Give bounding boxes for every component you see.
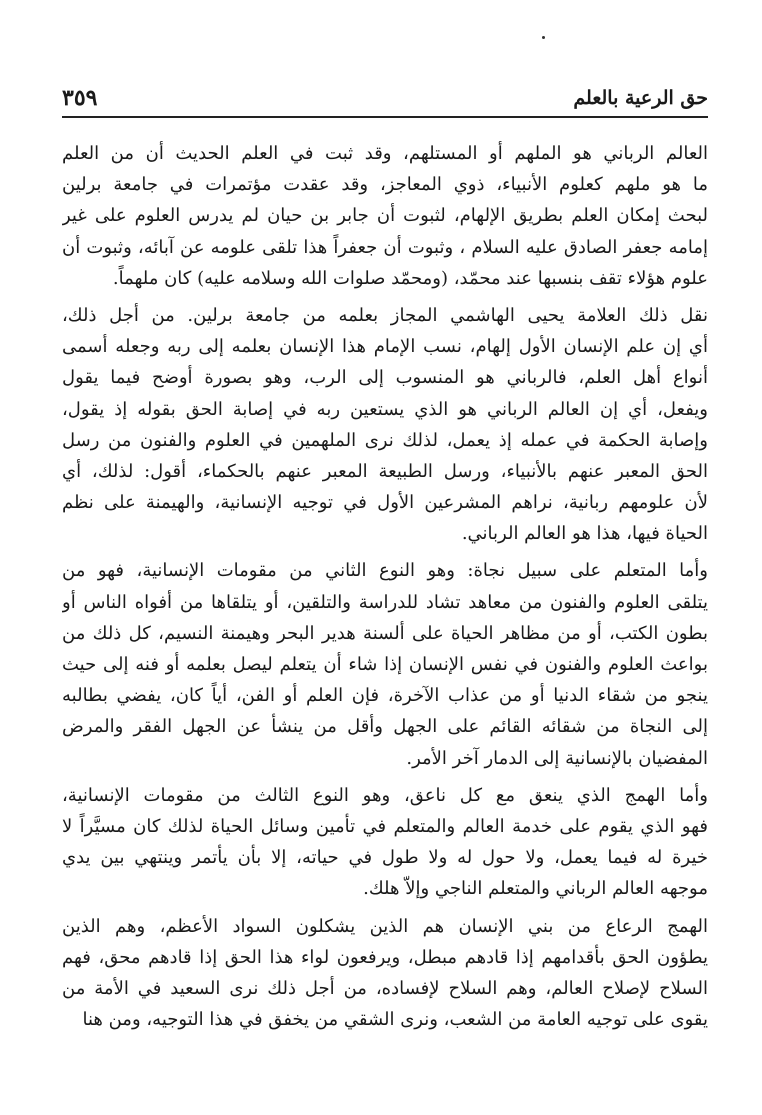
paragraph [62, 911, 708, 1036]
text-line: لبحث إمكان العلم بطريق الإلهام، لثبوت أن جابر بن حيان لم يدرس العلوم على غير [62, 205, 708, 227]
text-line: بطون الكتب، أو من مظاهر الحياة على ألسنة هدير البحر وهيمنة النسيم، كل ذلك من [62, 622, 708, 644]
text-line: فهو الذي يقوم على خدمة العالم والمتعلم في تأمين وسائل الحياة لذلك كان مسيَّراً لا [62, 815, 708, 837]
text-line: إلى النجاة من شقائه القائم على الجهل وأقل من ينشأ عن الجهل الفقر والمرض [62, 716, 708, 738]
text-line: العالم الرباني هو الملهم أو المستلهم، وقد ثبت في العلم الحديث أن من العلم [62, 143, 708, 164]
text-line: يتلقى العلوم والفنون من معاهد تشاد للدراسة والتلقين، أو يتلقاها من أفواه الناس أو [62, 591, 708, 613]
page-number: ٣٥٩ [62, 85, 98, 111]
text-line: الحق المعبر عنهم بالأنبياء، ورسل الطبيعة المعبر عنهم بالحكماء، أقول: لذلك، أي [62, 460, 708, 482]
paragraph [62, 300, 708, 550]
page-body [62, 138, 708, 1035]
text-line: يطؤون الحق بأقدامهم إذا قادهم مبطل، ويرفعون لواء هذا الحق إذا قادهم محق، فهم [62, 946, 708, 968]
text-line: علوم هؤلاء تقف بنسبها عند محمّد، (ومحمّد صلوات الله وسلامه عليه) كان ملهماً. [112, 267, 708, 289]
text-line: موجهه العالم الرباني والمتعلم الناجي وإلاّ هلك. [363, 878, 708, 900]
paragraph [62, 780, 708, 905]
text-line: نقل ذلك العلامة يحيى الهاشمي المجاز بعلمه من جامعة برلين. من أجل ذلك، [62, 304, 708, 326]
text-line: ويفعل، أي إن العالم الرباني هو الذي يستعين ربه في إصابة الحق بقوله إذ يقول، [62, 398, 708, 420]
text-line: لأن علومهم ربانية، نراهم المشرعين الأول في توجيه الإنسانية، والهيمنة على نظم [62, 492, 708, 514]
page-mark-dot [542, 36, 545, 39]
paragraph [62, 555, 708, 773]
text-line: السلاح لإصلاح العالم، وهم السلاح لإفساده، من أجل ذلك نرى السعيد في الأمة من [62, 977, 708, 999]
text-line: ينجو من شقاء الدنيا أو من عذاب الآخرة، فإن العلم أو الفن، أياً كان، يفضي بطالبه [62, 685, 708, 707]
text-line: أي إن علم الإنسان الأول إلهام، نسب الإمام هذا الإنسان بعلمه إلى ربه وجعله أسمى [62, 336, 708, 358]
text-line: وإصابة الحكمة في عمله إذ يعمل، لذلك نرى الملهمين في العلوم والفنون من رسل [62, 429, 708, 451]
text-line: وأما الهمج الذي ينعق مع كل ناعق، وهو النوع الثالث من مقومات الإنسانية، [62, 784, 708, 806]
text-line: ما هو ملهم كعلوم الأنبياء، ذوي المعاجز، وقد عقدت مؤتمرات في جامعة برلين [62, 174, 708, 196]
page-header [62, 84, 708, 112]
text-line: وأما المتعلم على سبيل نجاة: وهو النوع الثاني من مقومات الإنسانية، فهو من [62, 560, 708, 582]
text-line: يقوى على توجيه العامة من الشعب، ونرى الشقي من يخفق في هذا التوجيه، ومن هنا [82, 1009, 708, 1031]
text-line: إمامه جعفر الصادق عليه السلام ، وثبوت أن جعفراً هذا تلقى علومه عن آبائه، وثبوت أن [62, 236, 708, 258]
paragraph [62, 138, 708, 294]
text-line: خيرة له فيما يعمل، ولا حول له ولا طول في حياته، إلا بأن يأتمر وينتهي بين يدي [62, 847, 708, 869]
text-line: الهمج الرعاع من بني الإنسان هم الذين يشكلون السواد الأعظم، وهم الذين [62, 915, 708, 937]
text-line: أنواع أهل العلم، فالرباني هو المنسوب إلى الرب، وهو بصورة أوضح فيما يقول [62, 367, 708, 389]
text-line: المفضيان بالإنسانية إلى الدمار آخر الأمر. [406, 747, 708, 769]
running-title: حق الرعية بالعلم [573, 87, 708, 109]
header-rule [62, 116, 708, 118]
text-line: بواعث العلوم والفنون في نفس الإنسان إذا شاء أن يتعلم ليصل بعلمه أو فنه إلى حيث [62, 654, 708, 675]
text-line: الحياة فيها، هذا هو العالم الرباني. [461, 523, 708, 545]
